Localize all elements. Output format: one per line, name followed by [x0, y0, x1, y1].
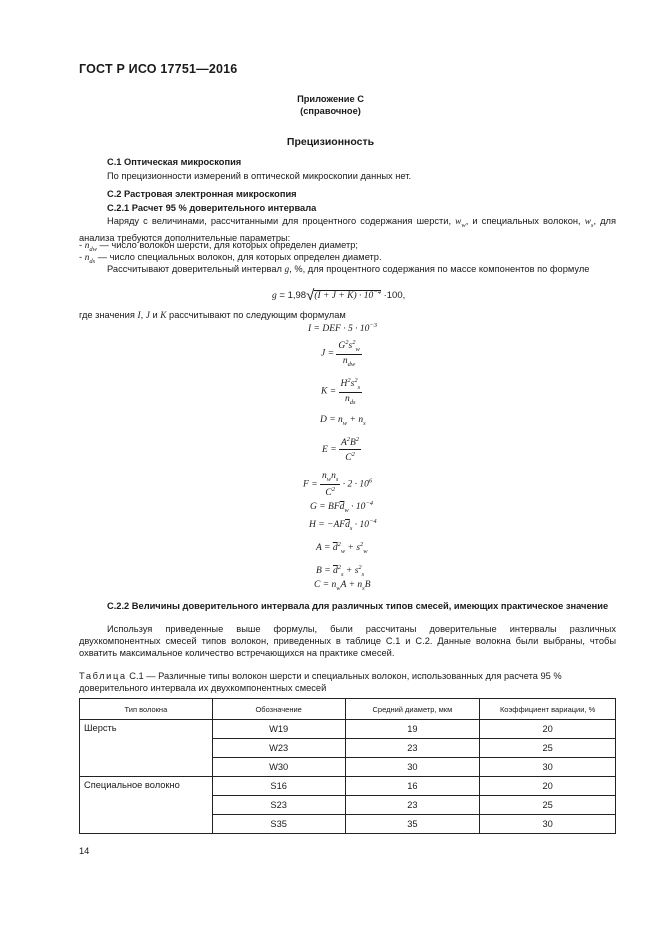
formula-e: E = $\frac{A^2B^2}{C^2}$	[322, 436, 360, 464]
appendix-subtitle: (справочное)	[300, 106, 361, 116]
formula-b: $B = \overline{d}^2_s + s^2_s$	[316, 564, 365, 579]
c21-paragraph-1: Наряду с величинами, рассчитанными для процентного содержания шерсти, $w_w$, и специальных волокон, $w_s$, для анализа требуются дополнительные параметры:	[79, 216, 616, 243]
appendix-title: Приложение C	[297, 94, 364, 104]
table-row: S35 35 30	[80, 815, 616, 834]
where-line: где значения I, J и K рассчитывают по следующим формулам	[79, 310, 346, 321]
fiber-type-cell: Шерсть	[80, 720, 213, 777]
table-row: Шерсть W19 19 20	[80, 720, 616, 739]
c1-text: По прецизионности измерений в оптической микроскопии данных нет.	[107, 171, 412, 181]
formula-h: $H = -AF\overline{d}_s \cdot 10^{-4}$	[309, 518, 377, 533]
table-row: S23 23 25	[80, 796, 616, 815]
c22-text: Используя приведенные выше формулы, были рассчитаны доверительные интервалы различных двухкомпонентных смесей типов волокон, приведенных в таблице С.1 и С.2. Данные волокна были выбраны, чтобы охватить максимальное количество встречающихся на практике смесей.	[79, 624, 616, 658]
formula-f: F = $\frac{n_wn_s}{C^2}$ · $2 \cdot 10^6$	[303, 471, 373, 499]
table-row: W30 30 30	[80, 758, 616, 777]
formula-k: K = $\frac{H^2s^2_s}{n_{ds}}$	[321, 377, 361, 406]
formula-j: J = $\frac{G^2s^2_w}{n_{dw}}$	[321, 339, 360, 368]
document-header: ГОСТ Р ИСО 17751—2016	[79, 62, 238, 76]
formula-c: $C = n_wA + n_sB$	[314, 580, 371, 592]
formula-g: $g = 1,98√(I + J + K) \cdot 10^{-4} \cdot 100$,	[272, 287, 406, 304]
sqrt-icon: √	[306, 287, 315, 304]
table-header-row	[80, 699, 616, 720]
section-title: Прецизионность	[286, 136, 375, 148]
col-header: Коэффициент вариации, %	[480, 699, 616, 720]
list-item: - $n_{dw}$ — число волокон шерсти, для которых определен диаметр;	[79, 240, 358, 253]
formula-d: $D = n_w + n_s$	[320, 415, 366, 427]
table-row: W23 23 25	[80, 739, 616, 758]
c2-heading: С.2 Растровая электронная микроскопия	[107, 189, 297, 199]
fiber-types-table	[79, 698, 616, 834]
c1-heading: С.1 Оптическая микроскопия	[107, 157, 242, 167]
formula-i: I = DEF · $5 \cdot 10^{-3}$	[308, 322, 377, 335]
table-caption: Таблица С.1 — Различные типы волокон шерсти и специальных волокон, использованных для расчета 95 % доверительного интервала их двухкомпонентных смесей	[79, 671, 562, 693]
fiber-type-cell: Специальное волокно	[80, 777, 213, 834]
wool-symbol: w	[455, 217, 462, 227]
formula-g-small: $G = BF\overline{d}_w \cdot 10^{-4}$	[310, 500, 374, 515]
page-number: 14	[79, 846, 90, 856]
list-item: - $n_{ds}$ — число специальных волокон, для которых определен диаметр.	[79, 252, 382, 265]
special-symbol: w	[584, 217, 591, 227]
c22-heading: С.2.2 Величины доверительного интервала для различных типов смесей, имеющих практическое значение	[107, 601, 609, 611]
c21-heading: С.2.1 Расчет 95 % доверительного интервала	[107, 203, 317, 213]
formula-a: $A = \overline{d}^2_w + s^2_w$	[316, 541, 368, 556]
col-header: Обозначение	[212, 699, 345, 720]
col-header: Тип волокна	[80, 699, 213, 720]
c21-paragraph-2: Рассчитывают доверительный интервал g, %, для процентного содержания по массе компонентов по формуле	[107, 264, 590, 275]
table-row: Специальное волокно S16 16 20	[80, 777, 616, 796]
col-header: Средний диаметр, мкм	[345, 699, 480, 720]
